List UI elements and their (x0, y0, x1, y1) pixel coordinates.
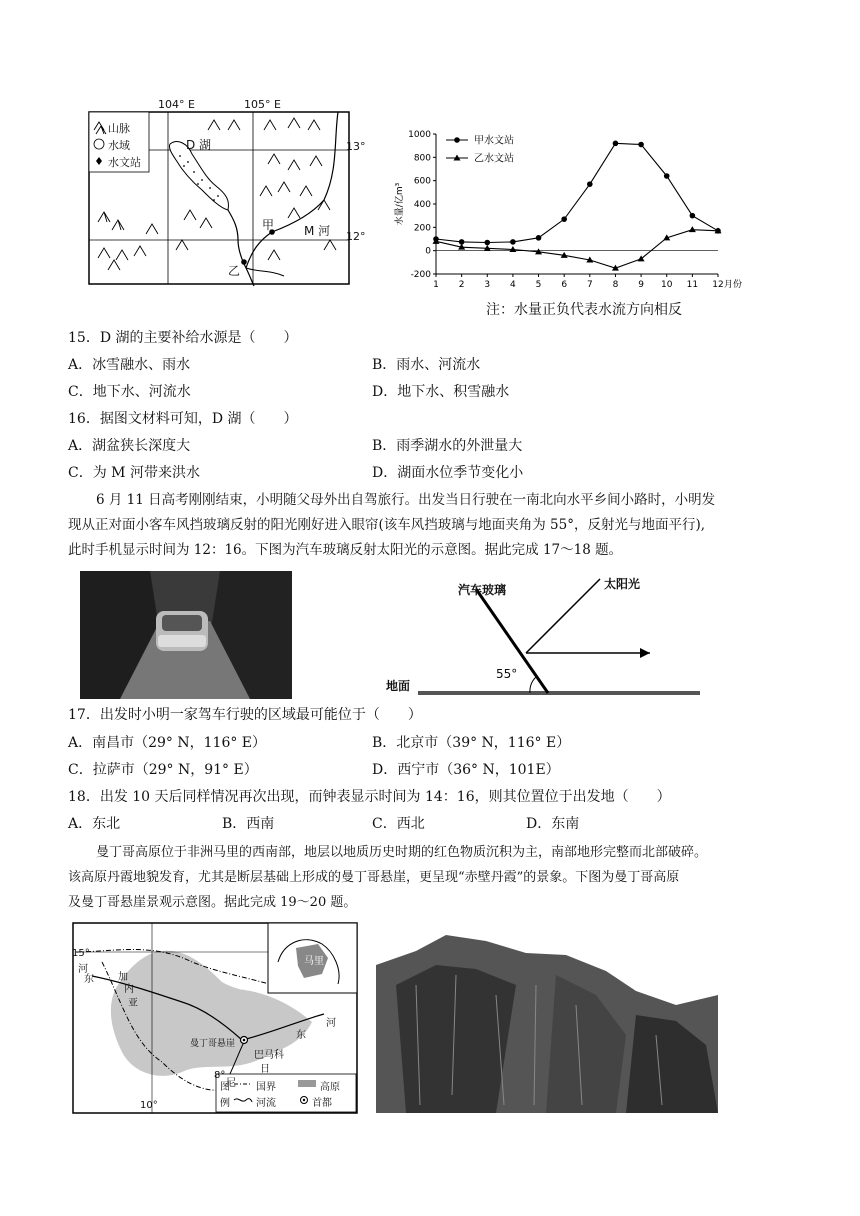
x-tick-label: 10 (661, 280, 673, 290)
map2-cliff-label: 曼丁哥悬崖 (190, 1039, 236, 1049)
x-tick-label: 6 (561, 280, 568, 290)
legend-label-2: 乙水文站 (474, 153, 514, 165)
x-tick-label: 5 (535, 280, 542, 290)
intro-19-line1: 曼丁哥高原位于非洲马里的西南部，地层以地质历史时期的红色物质沉积为主，南部地形完整而北部破碎。 (96, 845, 708, 860)
map2-river-dong: 东 (84, 974, 94, 985)
map2-lat-8: 8° (214, 1070, 226, 1081)
cliff-photo-svg (376, 925, 718, 1113)
y-axis-label: 水量/亿m³ (395, 182, 405, 226)
lat-13: 13° (346, 140, 366, 153)
point-s2 (689, 226, 696, 232)
legend-label-1: 甲水文站 (474, 135, 514, 147)
q15-stem: 15．D 湖的主要补给水源是（ ） (68, 330, 298, 346)
point-s1 (587, 181, 593, 187)
cliff-photo (376, 925, 718, 1113)
map2-river-jia: 加 (118, 972, 128, 983)
q18-stem: 18．出发 10 天后同样情况再次出现，而钟表显示时间为 14：16，则其位置位于出发地（ ） (68, 789, 671, 805)
y-tick-label: 800 (413, 153, 431, 164)
map2-east-river2: 河 (326, 1018, 336, 1029)
lake-label: D 湖 (186, 138, 212, 152)
intro-19-20 (68, 840, 792, 915)
lon-105: 105° E (244, 98, 281, 111)
x-tick-label: 7 (586, 280, 593, 290)
q16-option-b[interactable]: B．雨季湖水的外泄量大 (372, 438, 523, 454)
q16-option-d[interactable]: D．湖面水位季节变化小 (372, 465, 524, 481)
map2-river-ni: 尼 (226, 1078, 236, 1089)
q18-option-a[interactable]: A．东北 (68, 816, 121, 832)
map2-east-river: 东 (296, 1030, 306, 1041)
legend-station: 水文站 (108, 156, 141, 169)
q17-option-b[interactable]: B．北京市（39° N，116° E） (372, 735, 571, 751)
map2-river-he: 河 (78, 964, 88, 975)
x-tick-label: 1 (433, 280, 439, 290)
car-photo-svg (80, 571, 292, 699)
y-tick-label: 0 (425, 246, 431, 257)
point-s1 (484, 240, 490, 246)
legend-title-tu: 图 (220, 1082, 230, 1093)
x-tick-label: 4 (510, 280, 516, 290)
q18-option-b[interactable]: B．西南 (222, 816, 275, 832)
label-ground: 地面 (386, 679, 411, 693)
station-yi-label: 乙 (228, 264, 241, 278)
y-tick-label: 400 (413, 200, 431, 210)
water-chart-svg (388, 126, 748, 296)
point-s1 (561, 216, 567, 222)
intro-17-line1: 6 月 11 日高考刚刚结束，小明随父母外出自驾旅行。出发当日行驶在一南北向水平乡间小路时，小明发 (96, 492, 716, 508)
q15-option-a[interactable]: A．冰雪融水、雨水 (68, 357, 191, 373)
q17-option-d[interactable]: D．西宁市（36° N，101E） (372, 762, 560, 778)
q16-option-a[interactable]: A．湖盆狭长深度大 (68, 438, 191, 454)
map-mali-svg (72, 922, 358, 1114)
intro-19-line3: 及曼丁哥悬崖景观示意图。据此完成 19～20 题。 (68, 895, 357, 910)
inset-label: 马里 (304, 956, 324, 967)
point-s1 (613, 141, 619, 147)
label-angle: 55° (496, 667, 518, 681)
x-tick-label: 3 (484, 280, 491, 290)
intro-19-line2: 该高原丹霞地貌发育，尤其是断层基础上形成的曼丁哥悬崖，更呈现“赤壁丹霞”的景象。下图为曼丁哥高原 (68, 870, 680, 885)
point-s1 (664, 173, 670, 179)
q15-option-c[interactable]: C．地下水、河流水 (68, 384, 191, 400)
y-tick-label: 1000 (408, 130, 431, 140)
legend-water: 水域 (108, 139, 130, 152)
intro-17-line3: 此时手机显示时间为 12：16。下图为汽车玻璃反射太阳光的示意图。据此完成 17～18 题。 (68, 542, 623, 558)
y-tick-label: -200 (410, 270, 431, 280)
q18-option-c[interactable]: C．西北 (372, 816, 425, 832)
chart-note: 注：水量正负代表水流方向相反 (486, 302, 682, 318)
map2-lon-10: 10° (140, 1100, 158, 1111)
legend-title-li: 例 (220, 1098, 230, 1109)
legend-mountain: 山脉 (108, 122, 130, 135)
legend-capital: 首都 (312, 1098, 332, 1109)
river-m-label: M 河 (304, 224, 331, 238)
y-tick-label: 600 (413, 176, 431, 187)
map-mekong (88, 98, 366, 288)
q16-option-c[interactable]: C．为 M 河带来洪水 (68, 465, 200, 481)
legend-border: 国界 (256, 1082, 276, 1093)
map2-lat-15: 15° (72, 948, 90, 959)
car-photo (80, 571, 292, 699)
point-s1 (638, 142, 644, 148)
station-yi-dot (241, 259, 247, 265)
q17-option-a[interactable]: A．南昌市（29° N，116° E） (68, 735, 267, 751)
map-mali (72, 922, 358, 1114)
map2-river-ya: 亚 (128, 998, 138, 1009)
q16-stem: 16．据图文材料可知，D 湖（ ） (68, 411, 298, 427)
q15-option-b[interactable]: B．雨水、河流水 (372, 357, 481, 373)
x-tick-label: 2 (458, 280, 465, 290)
water-chart (388, 126, 748, 296)
label-glass: 汽车玻璃 (458, 583, 507, 597)
x-tick-label: 8 (612, 280, 619, 290)
q15-option-d[interactable]: D．地下水、积雪融水 (372, 384, 510, 400)
map2-river-ri: 日 (260, 1064, 270, 1075)
q17-stem: 17．出发时小明一家驾车行驶的区域最可能位于（ ） (68, 707, 422, 723)
intro-17-line2: 现从正对面小客车风挡玻璃反射的阳光刚好进入眼帘(该车风挡玻璃与地面夹角为 55°，反射光与地面平行), (68, 517, 706, 533)
lat-12: 12° (346, 230, 366, 243)
y-tick-label: 200 (413, 223, 431, 234)
point-s1 (536, 235, 542, 241)
intro-17-18 (68, 488, 792, 563)
reflection-diagram (378, 571, 700, 699)
q18-option-d[interactable]: D．东南 (526, 816, 580, 832)
reflection-svg (378, 571, 700, 699)
legend-plateau: 高原 (320, 1082, 340, 1093)
legend-marker-1 (454, 137, 460, 143)
x-axis-label: 月份 (724, 280, 743, 290)
point-s1 (510, 239, 516, 245)
map2-river-nei: 内 (124, 984, 134, 995)
q17-option-c[interactable]: C．拉萨市（29° N，91° E） (68, 762, 258, 778)
series-line-2 (436, 230, 718, 269)
map2-capital-label: 巴马科 (254, 1050, 284, 1061)
x-tick-label: 9 (638, 280, 644, 290)
label-sun: 太阳光 (604, 577, 641, 591)
station-jia-label: 甲 (262, 218, 275, 232)
legend-river: 河流 (256, 1098, 276, 1109)
x-tick-label: 11 (686, 280, 699, 290)
point-s1 (690, 213, 696, 219)
x-tick-label: 12 (712, 280, 724, 290)
lon-104: 104° E (158, 98, 195, 111)
